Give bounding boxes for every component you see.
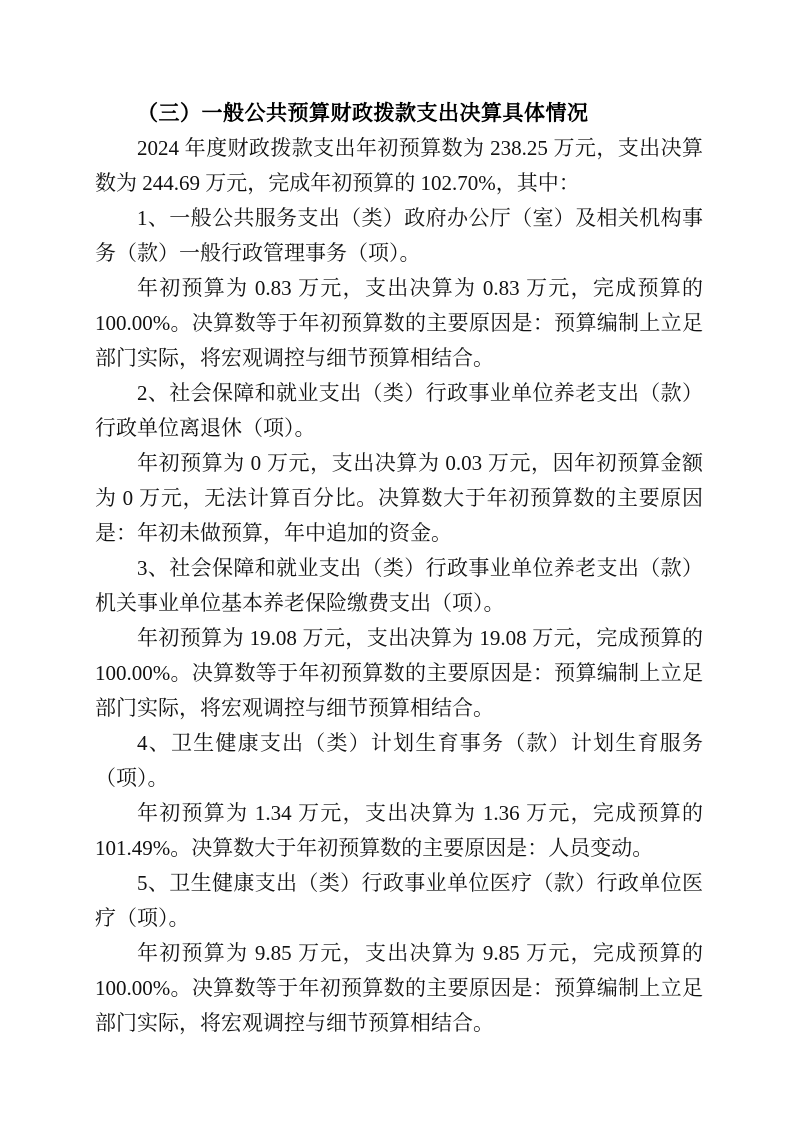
paragraph-item-1-detail: 年初预算为 0.83 万元，支出决算为 0.83 万元，完成预算的 100.00%。决算数等于年初预算数的主要原因是：预算编制上立足部门实际，将宏观调控与细节预算相结合。 (95, 276, 703, 370)
paragraph-item-1-title: 1、一般公共服务支出（类）政府办公厅（室）及相关机构事务（款）一般行政管理事务（项）。 (95, 206, 703, 265)
paragraph-budget-summary: 2024 年度财政拨款支出年初预算数为 238.25 万元，支出决算数为 244.69 万元，完成年初预算的 102.70%，其中： (95, 136, 703, 195)
paragraph-item-4-detail: 年初预算为 1.34 万元，支出决算为 1.36 万元，完成预算的 101.49%。决算数大于年初预算数的主要原因是：人员变动。 (95, 801, 703, 860)
document-body (95, 131, 703, 1041)
paragraph-item-2-detail: 年初预算为 0 万元，支出决算为 0.03 万元，因年初预算金额为 0 万元，无法计算百分比。决算数大于年初预算数的主要原因是：年初未做预算，年中追加的资金。 (95, 451, 703, 545)
paragraph-item-4-title: 4、卫生健康支出（类）计划生育事务（款）计划生育服务（项）。 (95, 731, 703, 790)
paragraph-item-3-title: 3、社会保障和就业支出（类）行政事业单位养老支出（款）机关事业单位基本养老保险缴费支出（项）。 (95, 556, 703, 615)
paragraph-item-2-title: 2、社会保障和就业支出（类）行政事业单位养老支出（款）行政单位离退休（项）。 (95, 381, 703, 440)
section-heading: （三）一般公共预算财政拨款支出决算具体情况 (137, 102, 589, 125)
paragraph-item-5-title: 5、卫生健康支出（类）行政事业单位医疗（款）行政单位医疗（项）。 (95, 871, 703, 930)
paragraph-item-3-detail: 年初预算为 19.08 万元，支出决算为 19.08 万元，完成预算的 100.00%。决算数等于年初预算数的主要原因是：预算编制上立足部门实际，将宏观调控与细节预算相结合。 (95, 626, 703, 720)
paragraph-item-5-detail: 年初预算为 9.85 万元，支出决算为 9.85 万元，完成预算的 100.00%。决算数等于年初预算数的主要原因是：预算编制上立足部门实际，将宏观调控与细节预算相结合。 (95, 941, 703, 1035)
